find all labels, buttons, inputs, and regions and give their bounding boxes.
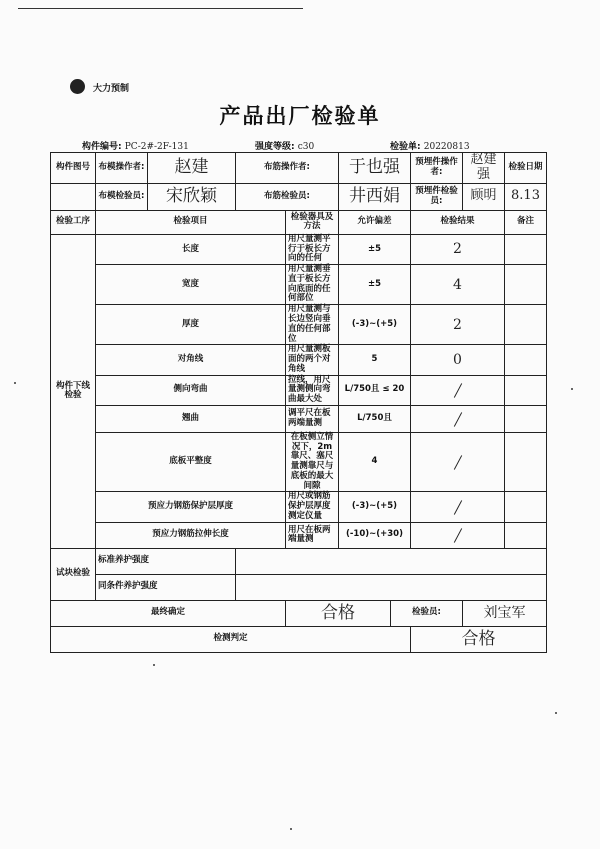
tolerance-cell: (-10)~(+30) (339, 522, 411, 548)
document-title: 产品出厂检验单 (219, 104, 381, 128)
table-row (51, 305, 547, 345)
table-row (51, 345, 547, 375)
tolerance-cell: L/750且 (339, 405, 411, 432)
item-cell: 对角线 (96, 345, 286, 375)
dash-mark-icon (453, 500, 461, 515)
scan-speck (571, 388, 573, 390)
component-no-label: 构件编号: (82, 142, 122, 152)
drawing-no-label: 构件图号 (51, 153, 96, 184)
column-header-row (51, 210, 547, 234)
company-name: 大力预制 (93, 84, 130, 94)
item-cell: 厚度 (96, 305, 286, 345)
result-cell: 4 (411, 265, 505, 305)
method-cell: 用尺量测垂直于板长方向底面的任何部位 (286, 265, 339, 305)
strength-value: c30 (297, 142, 315, 152)
result-cell (411, 375, 505, 405)
dash-mark-icon (453, 412, 461, 427)
remark-cell (505, 375, 547, 405)
table-row (51, 375, 547, 405)
table-row (51, 405, 547, 432)
judgement-value: 合格 (411, 626, 547, 652)
final-label: 最终确定 (51, 600, 286, 626)
result-cell (411, 492, 505, 522)
scan-speck (14, 382, 16, 384)
same-curing-value (236, 574, 547, 600)
embed-operator-label: 预埋件操作者: (411, 153, 463, 184)
table-row (51, 432, 547, 492)
rebar-operator-sign: 于也强 (339, 153, 411, 184)
method-cell: 用尺量测平行于板长方向的任何 (286, 234, 339, 264)
formwork-inspector-sign: 宋欣颖 (148, 183, 236, 210)
tolerance-cell: L/750且 ≤ 20 (339, 375, 411, 405)
judgement-row (51, 626, 547, 652)
final-inspector-sign: 刘宝军 (463, 600, 547, 626)
inspect-date-value: 8.13 (505, 183, 547, 210)
scan-speck (555, 712, 557, 714)
result-cell: 2 (411, 234, 505, 264)
table-row (51, 265, 547, 305)
inspection-no (390, 139, 470, 152)
method-cell: 用尺或钢筋保护层厚度测定仪量 (286, 492, 339, 522)
result-cell (411, 405, 505, 432)
tolerance-cell: (-3)~(+5) (339, 305, 411, 345)
tolerance-cell: ±5 (339, 234, 411, 264)
formwork-operator-label: 布模操作者: (96, 153, 148, 184)
trial-row (51, 574, 547, 600)
item-cell: 预应力钢筋拉伸长度 (96, 522, 286, 548)
embed-inspector-sign: 顾明 (463, 183, 505, 210)
inspect-date-label: 检验日期 (505, 153, 547, 184)
inspector-row (51, 183, 547, 210)
method-cell: 拉线，用尺量测侧向弯曲最大处 (286, 375, 339, 405)
component-no-value: PC-2#-2F-131 (124, 142, 189, 152)
scan-speck (290, 828, 292, 830)
remark-cell (505, 345, 547, 375)
inspection-no-value: 20220813 (423, 142, 470, 152)
dash-mark-icon (453, 529, 461, 544)
component-no (82, 139, 189, 152)
blank-cell (51, 183, 96, 210)
item-cell: 翘曲 (96, 405, 286, 432)
item-cell: 长度 (96, 234, 286, 264)
dash-mark-icon (453, 384, 461, 399)
col-item: 检验项目 (96, 210, 286, 234)
col-remark: 备注 (505, 210, 547, 234)
standard-curing-value (236, 548, 547, 574)
strength-grade (255, 139, 314, 152)
scan-speck (153, 664, 155, 666)
tolerance-cell: 4 (339, 432, 411, 492)
rebar-inspector-sign: 井西娟 (339, 183, 411, 210)
item-cell: 底板平整度 (96, 432, 286, 492)
table-row (51, 522, 547, 548)
remark-cell (505, 522, 547, 548)
remark-cell (505, 265, 547, 305)
formwork-operator-sign: 赵建 (148, 153, 236, 184)
final-inspector-label: 检验员: (391, 600, 463, 626)
top-border-line (18, 8, 303, 9)
tolerance-cell: (-3)~(+5) (339, 492, 411, 522)
method-cell: 在板侧立情况下，2m靠尺、塞尺量测靠尺与底板的最大间隙 (286, 432, 339, 492)
trial-row (51, 548, 547, 574)
table-row (51, 234, 547, 264)
table-row (51, 492, 547, 522)
company-logo-icon (70, 79, 85, 94)
formwork-inspector-label: 布模检验员: (96, 183, 148, 210)
embed-inspector-label: 预埋件检验员: (411, 183, 463, 210)
remark-cell (505, 432, 547, 492)
item-cell: 宽度 (96, 265, 286, 305)
result-cell (411, 522, 505, 548)
rebar-inspector-label: 布筋检验员: (236, 183, 339, 210)
col-tool-method: 检验器具及方法 (286, 210, 339, 234)
remark-cell (505, 405, 547, 432)
group-label: 构件下线检验 (51, 234, 96, 548)
item-cell: 预应力钢筋保护层厚度 (96, 492, 286, 522)
result-cell: 0 (411, 345, 505, 375)
rebar-operator-label: 布筋操作者: (236, 153, 339, 184)
method-cell: 用尺量测与长边竖向垂直的任何部位 (286, 305, 339, 345)
strength-label: 强度等级: (255, 142, 295, 152)
col-result: 检验结果 (411, 210, 505, 234)
final-row (51, 600, 547, 626)
method-cell: 调平尺在板两端量测 (286, 405, 339, 432)
same-curing-label: 同条件养护强度 (96, 574, 236, 600)
remark-cell (505, 305, 547, 345)
remark-cell (505, 492, 547, 522)
dash-mark-icon (453, 455, 461, 470)
trial-group-label: 试块检验 (51, 548, 96, 600)
judgement-label: 检测判定 (51, 626, 411, 652)
inspection-table (50, 152, 547, 653)
standard-curing-label: 标准养护强度 (96, 548, 236, 574)
method-cell: 用尺在板两端量测 (286, 522, 339, 548)
operator-row (51, 153, 547, 184)
item-cell: 侧向弯曲 (96, 375, 286, 405)
col-tolerance: 允许偏差 (339, 210, 411, 234)
tolerance-cell: 5 (339, 345, 411, 375)
result-cell (411, 432, 505, 492)
final-value: 合格 (286, 600, 391, 626)
tolerance-cell: ±5 (339, 265, 411, 305)
remark-cell (505, 234, 547, 264)
method-cell: 用尺量测板面的两个对角线 (286, 345, 339, 375)
col-process: 检验工序 (51, 210, 96, 234)
embed-operator-sign: 赵建强 (463, 153, 505, 184)
inspection-no-label: 检验单: (390, 142, 421, 152)
result-cell: 2 (411, 305, 505, 345)
